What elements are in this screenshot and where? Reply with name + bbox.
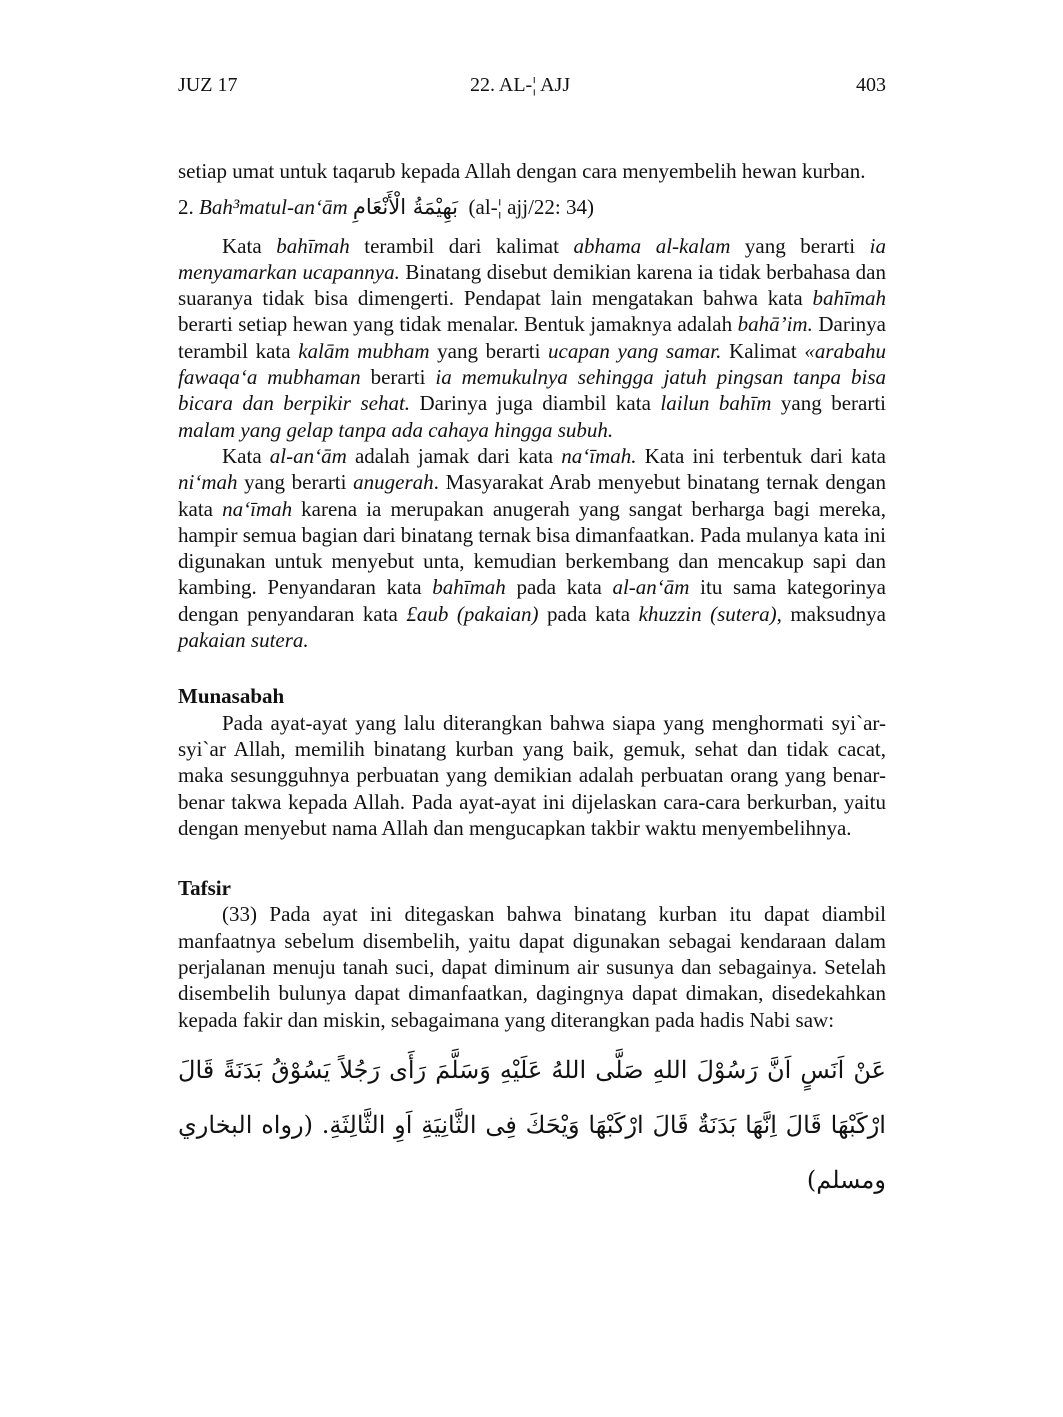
italic-term: £aub (pakaian)	[406, 601, 539, 626]
italic-term: bahīmah	[432, 575, 506, 600]
tafsir-paragraph: (33) Pada ayat ini ditegaskan bahwa binatang kurban itu dapat diambil manfaatnya sebelum disembelih, yaitu dapat digunakan sebagai kendaraan dalam perjalanan menuju tanah suci, dapat diminum air susunya dan sebagainya. Setelah disembelih bulunya dapat dimanfaatkan, dagingnya dapat dimakan, disedekahkan kepada fakir dan miskin, sebagaimana yang diterangkan pada hadis Nabi saw:	[178, 902, 886, 1032]
text-run: setiap umat untuk taqarub kepada Allah dengan cara menyembelih hewan kurban.	[178, 159, 866, 183]
text-run: berarti	[360, 365, 436, 390]
italic-term: anugerah	[353, 470, 434, 495]
paragraph-anam	[178, 443, 886, 653]
italic-term: abhama al-kalam	[573, 233, 731, 258]
italic-term: bahā’im.	[737, 312, 813, 337]
text-run: berarti setiap hewan yang tidak menalar. Bentuk jamaknya adalah	[178, 312, 738, 337]
text-run: Kata	[222, 233, 277, 258]
text-run: karena ia merupakan anugerah yang sangat berharga bagi mereka, hampir semua bagian dari binatang ternak bisa dimanfaatkan. Pada mulanya kata ini digunakan untuk menyebut unta, kemudian berkembang dan mencakup sapi dan kambing. Penyandaran kata	[178, 496, 886, 600]
italic-term: ia memukulnya sehingga jatuh pingsan tanpa bisa bicara dan berpikir sehat.	[178, 365, 886, 416]
text-run: adalah jamak dari kata	[346, 443, 562, 468]
text-run: Darinya juga diambil kata	[410, 391, 661, 416]
tafsir-heading: Tafsir	[178, 876, 231, 901]
paragraph-bahimah	[178, 233, 886, 443]
item-number: 2.	[178, 195, 194, 220]
vocab-item-2	[178, 194, 886, 220]
item-term: Bah³matul-an‘ām	[199, 195, 348, 220]
text-run: Binatang disebut demikian karena ia tidak berbahasa dan suaranya tidak bisa dimengerti. Pendapat lain mengatakan bahwa kata	[178, 259, 886, 311]
text-run: pada kata	[538, 601, 639, 626]
italic-term: bahīmah	[276, 233, 350, 258]
munasabah-heading: Munasabah	[178, 684, 285, 709]
text-run: itu sama kategorinya dengan penyandaran kata	[178, 575, 886, 626]
text-run: Darinya terambil kata	[178, 312, 886, 363]
italic-term: malam yang gelap tanpa ada cahaya hingga subuh.	[178, 417, 614, 442]
page-body	[178, 158, 886, 1208]
italic-term: bahīmah	[812, 286, 886, 311]
text-run: yang berarti	[730, 233, 870, 258]
hadith-source: (رواه البخاري ومسلم)	[178, 1110, 886, 1194]
italic-term: lailun bahīm	[660, 391, 772, 416]
page-number: 403	[856, 74, 886, 96]
italic-term: pakaian sutera.	[178, 628, 309, 653]
surah-title: 22. AL-¦ AJJ	[470, 74, 571, 96]
hadith-arabic	[178, 1043, 886, 1208]
italic-term: al-an‘ām	[269, 443, 347, 468]
italic-term: khuzzin (sutera),	[638, 601, 782, 626]
text-run: maksudnya	[781, 601, 886, 626]
text-run: . Masyarakat Arab menyebut binatang ternak dengan kata	[178, 470, 886, 521]
text-run: Kalimat	[721, 338, 805, 363]
italic-term: ni‘mah	[178, 470, 238, 495]
text-run: terambil dari kalimat	[349, 233, 574, 258]
text-run: pada kata	[505, 575, 613, 600]
juz-label: JUZ 17	[178, 74, 238, 96]
italic-term: ucapan yang samar.	[548, 338, 722, 363]
italic-term: kalām mubham	[298, 338, 430, 363]
italic-term: na‘īmah	[222, 496, 293, 521]
italic-term: na‘īmah.	[561, 443, 637, 468]
running-header	[178, 74, 886, 102]
item-arabic: بَهِيْمَةُ الْأَنْعَامِ	[352, 195, 458, 220]
text-run: yang berarti	[429, 338, 549, 363]
text-run: yang berarti	[771, 391, 886, 416]
intro-paragraph	[178, 158, 886, 184]
italic-term: al-an‘ām	[612, 575, 690, 600]
item-reference: (al-¦ ajj/22: 34)	[468, 195, 594, 220]
italic-term: ia menyamarkan ucapannya.	[178, 233, 886, 284]
hadith-text: عَنْ اَنَسٍ اَنَّ رَسُوْلَ اللهِ صَلَّى اللهُ عَلَيْهِ وَسَلَّمَ رَأَى رَجُلاً يَسُوْقُ بَدَنَةً قَالَ ارْكَبْهَا قَالَ اِنَّهَا بَدَنَةٌ قَالَ ارْكَبْهَا وَيْحَكَ فِى الثَّانِيَةِ اَوِ الثَّالِثَةِ.	[178, 1055, 886, 1139]
italic-term: «arabahu fawaqa‘a mubhaman	[178, 338, 886, 390]
text-run: Kata ini terbentuk dari kata	[636, 443, 886, 468]
text-run: yang berarti	[237, 470, 354, 495]
text-run: Kata	[222, 443, 270, 468]
munasabah-paragraph: Pada ayat-ayat yang lalu diterangkan bahwa siapa yang menghormati syi`ar-syi`ar Allah, memilih binatang kurban yang baik, gemuk, sehat dan tidak cacat, maka sesungguhnya perbuatan yang demikian adalah perbuatan orang yang benar-benar takwa kepada Allah. Pada ayat-ayat ini dijelaskan cara-cara berkurban, yaitu dengan menyebut nama Allah dan mengucapkan takbir waktu menyembelihnya.	[178, 710, 886, 840]
